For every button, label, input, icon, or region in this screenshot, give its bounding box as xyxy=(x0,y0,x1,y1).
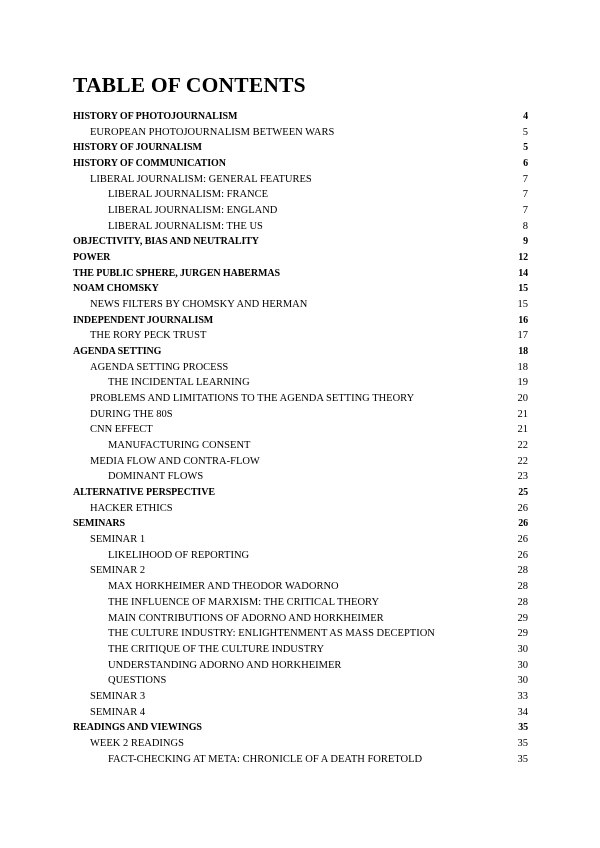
toc-entry-page-number: 23 xyxy=(517,471,528,483)
toc-entry-page-number: 28 xyxy=(517,565,528,577)
toc-entry-label: THE PUBLIC SPHERE, JURGEN HABERMAS xyxy=(73,267,280,279)
toc-entry[interactable] xyxy=(73,313,528,329)
toc-entry-label: MAIN CONTRIBUTIONS OF ADORNO AND HORKHEIMER xyxy=(108,612,384,624)
toc-entry[interactable] xyxy=(73,344,528,360)
toc-entry[interactable] xyxy=(73,438,528,454)
toc-entry[interactable] xyxy=(73,720,528,736)
toc-entry[interactable] xyxy=(73,219,528,235)
toc-entry[interactable] xyxy=(73,125,528,141)
toc-entry-label: SEMINAR 4 xyxy=(90,706,146,718)
toc-entry[interactable] xyxy=(73,454,528,470)
toc-entry-label: POWER xyxy=(73,252,111,264)
toc-entry-label: LIBERAL JOURNALISM: GENERAL FEATURES xyxy=(90,173,312,185)
toc-entry[interactable] xyxy=(73,736,528,752)
toc-entry-label: NOAM CHOMSKY xyxy=(73,283,159,295)
toc-entry-page-number: 7 xyxy=(522,205,528,217)
toc-entry[interactable] xyxy=(73,250,528,266)
toc-entry[interactable] xyxy=(73,297,528,313)
toc-entry-page-number: 14 xyxy=(518,267,528,279)
toc-entry-label: SEMINARS xyxy=(73,518,125,530)
toc-entry-label: QUESTIONS xyxy=(108,675,167,687)
toc-entry[interactable] xyxy=(73,752,528,768)
toc-entry[interactable] xyxy=(73,156,528,172)
toc-entry-label: ALTERNATIVE PERSPECTIVE xyxy=(73,487,215,499)
toc-entry-page-number: 30 xyxy=(517,659,528,671)
toc-entry-page-number: 7 xyxy=(522,173,528,185)
toc-entry-label: UNDERSTANDING ADORNO AND HORKHEIMER xyxy=(108,659,342,671)
toc-entry[interactable] xyxy=(73,203,528,219)
toc-entry[interactable] xyxy=(73,516,528,532)
toc-entry-page-number: 5 xyxy=(522,126,528,138)
toc-entry[interactable] xyxy=(73,328,528,344)
toc-entry-label: HISTORY OF JOURNALISM xyxy=(73,142,202,154)
toc-entry-label: AGENDA SETTING PROCESS xyxy=(90,361,229,373)
toc-entry-page-number: 15 xyxy=(517,299,528,311)
toc-entry[interactable] xyxy=(73,563,528,579)
toc-entry-page-number: 5 xyxy=(523,142,528,154)
toc-entry[interactable] xyxy=(73,391,528,407)
toc-entry-label: MAX HORKHEIMER AND THEODOR WADORNO xyxy=(108,581,339,593)
toc-entry-page-number: 25 xyxy=(518,487,528,499)
toc-entry-label: HISTORY OF PHOTOJOURNALISM xyxy=(73,111,238,122)
toc-entry-page-number: 20 xyxy=(517,393,528,405)
toc-entry-label: THE INCIDENTAL LEARNING xyxy=(108,377,250,389)
toc-entry-label: SEMINAR 1 xyxy=(90,534,146,546)
toc-entry[interactable] xyxy=(73,579,528,595)
toc-entry-label: MEDIA FLOW AND CONTRA-FLOW xyxy=(90,455,260,467)
toc-entry-page-number: 19 xyxy=(517,377,528,389)
toc-entry-page-number: 6 xyxy=(523,158,528,170)
toc-entry-label: NEWS FILTERS BY CHOMSKY AND HERMAN xyxy=(90,299,308,311)
toc-entry[interactable] xyxy=(73,187,528,203)
toc-entry-page-number: 29 xyxy=(517,628,528,640)
toc-entry-page-number: 18 xyxy=(518,346,528,358)
toc-entry[interactable] xyxy=(73,626,528,642)
toc-entry-page-number: 29 xyxy=(517,612,528,624)
toc-entry[interactable] xyxy=(73,422,528,438)
toc-entry[interactable] xyxy=(73,234,528,250)
toc-entry-label: THE INFLUENCE OF MARXISM: THE CRITICAL THEORY xyxy=(108,596,380,608)
toc-entry-label: HISTORY OF COMMUNICATION xyxy=(73,158,226,170)
toc-entry[interactable] xyxy=(73,407,528,423)
toc-entry-label: INDEPENDENT JOURNALISM xyxy=(73,314,214,326)
toc-entry-page-number: 26 xyxy=(517,534,528,546)
toc-entry-page-number: 17 xyxy=(517,330,528,342)
toc-entry-page-number: 21 xyxy=(517,408,528,420)
toc-entry-label: LIBERAL JOURNALISM: THE US xyxy=(108,220,263,232)
toc-entry-label: HACKER ETHICS xyxy=(90,502,173,514)
toc-entry[interactable] xyxy=(73,469,528,485)
toc-entry-label: CNN EFFECT xyxy=(90,424,153,436)
toc-entry-label: THE RORY PECK TRUST xyxy=(90,330,207,342)
toc-entry-page-number: 22 xyxy=(517,440,528,452)
toc-entry-label: LIBERAL JOURNALISM: FRANCE xyxy=(108,189,269,201)
toc-entry-label: THE CRITIQUE OF THE CULTURE INDUSTRY xyxy=(108,643,325,655)
toc-entry[interactable] xyxy=(73,548,528,564)
toc-entry-page-number: 7 xyxy=(522,189,528,201)
toc-entry-page-number: 30 xyxy=(517,643,528,655)
toc-entry[interactable] xyxy=(73,140,528,156)
toc-entry[interactable] xyxy=(73,375,528,391)
toc-entry-label: SEMINAR 2 xyxy=(90,565,146,577)
toc-entry-label: LIKELIHOOD OF REPORTING xyxy=(108,549,250,561)
toc-entry-label: THE CULTURE INDUSTRY: ENLIGHTENMENT AS MASS DECEPTION xyxy=(108,628,435,640)
toc-entry[interactable] xyxy=(73,642,528,658)
toc-entry-page-number: 8 xyxy=(522,220,528,232)
toc-entry-page-number: 26 xyxy=(518,518,528,530)
toc-entry-label: DOMINANT FLOWS xyxy=(108,471,204,483)
toc-entry[interactable] xyxy=(73,532,528,548)
toc-entry-page-number: 9 xyxy=(523,236,528,248)
toc-entry-page-number: 28 xyxy=(517,581,528,593)
toc-entry-label: WEEK 2 READINGS xyxy=(90,737,184,749)
toc-entry-label: FACT-CHECKING AT META: CHRONICLE OF A DEATH FORETOLD xyxy=(108,753,423,765)
toc-entry[interactable] xyxy=(73,673,528,689)
toc-entry-page-number: 30 xyxy=(517,675,528,687)
toc-title: TABLE OF CONTENTS xyxy=(73,73,306,97)
toc-entry-label: SEMINAR 3 xyxy=(90,690,146,702)
toc-entry-label: OBJECTIVITY, BIAS AND NEUTRALITY xyxy=(73,236,259,248)
toc-entry-page-number: 18 xyxy=(517,361,528,373)
toc-entry-label: MANUFACTURING CONSENT xyxy=(108,440,251,452)
toc-entry[interactable] xyxy=(73,360,528,376)
toc-entry[interactable] xyxy=(73,109,528,125)
toc-entry[interactable] xyxy=(73,172,528,188)
toc-entry-page-number: 35 xyxy=(518,722,528,734)
toc-entry-page-number: 12 xyxy=(518,252,528,264)
toc-entry-label: READINGS AND VIEWINGS xyxy=(73,722,202,734)
toc-entry-page-number: 26 xyxy=(517,549,528,561)
toc-entry-label: AGENDA SETTING xyxy=(73,346,162,358)
toc-entry-page-number: 33 xyxy=(517,690,528,702)
toc-entry-page-number: 35 xyxy=(517,737,528,749)
toc-entry-page-number: 34 xyxy=(517,706,528,718)
toc-entry-page-number: 28 xyxy=(517,596,528,608)
toc-entry-label: PROBLEMS AND LIMITATIONS TO THE AGENDA SETTING THEORY xyxy=(90,393,415,405)
toc-entry-page-number: 4 xyxy=(523,111,528,122)
toc-entry-page-number: 15 xyxy=(518,283,528,295)
toc-entry-label: LIBERAL JOURNALISM: ENGLAND xyxy=(108,205,278,217)
toc-entry[interactable] xyxy=(73,485,528,501)
toc-entry[interactable] xyxy=(73,658,528,674)
toc-entry-page-number: 22 xyxy=(517,455,528,467)
toc-entry[interactable] xyxy=(73,501,528,517)
toc-entry-label: EUROPEAN PHOTOJOURNALISM BETWEEN WARS xyxy=(90,126,335,138)
toc-entry[interactable] xyxy=(73,611,528,627)
toc-entry-page-number: 35 xyxy=(517,753,528,765)
toc-entry[interactable] xyxy=(73,266,528,282)
toc-entry[interactable] xyxy=(73,595,528,611)
toc-entry-page-number: 21 xyxy=(517,424,528,436)
toc-entry-page-number: 26 xyxy=(517,502,528,514)
toc-entry-page-number: 16 xyxy=(518,314,528,326)
toc-entry[interactable] xyxy=(73,689,528,705)
toc-entry[interactable] xyxy=(73,705,528,721)
table-of-contents xyxy=(73,109,528,767)
toc-entry[interactable] xyxy=(73,281,528,297)
toc-entry-label: DURING THE 80S xyxy=(90,408,173,420)
